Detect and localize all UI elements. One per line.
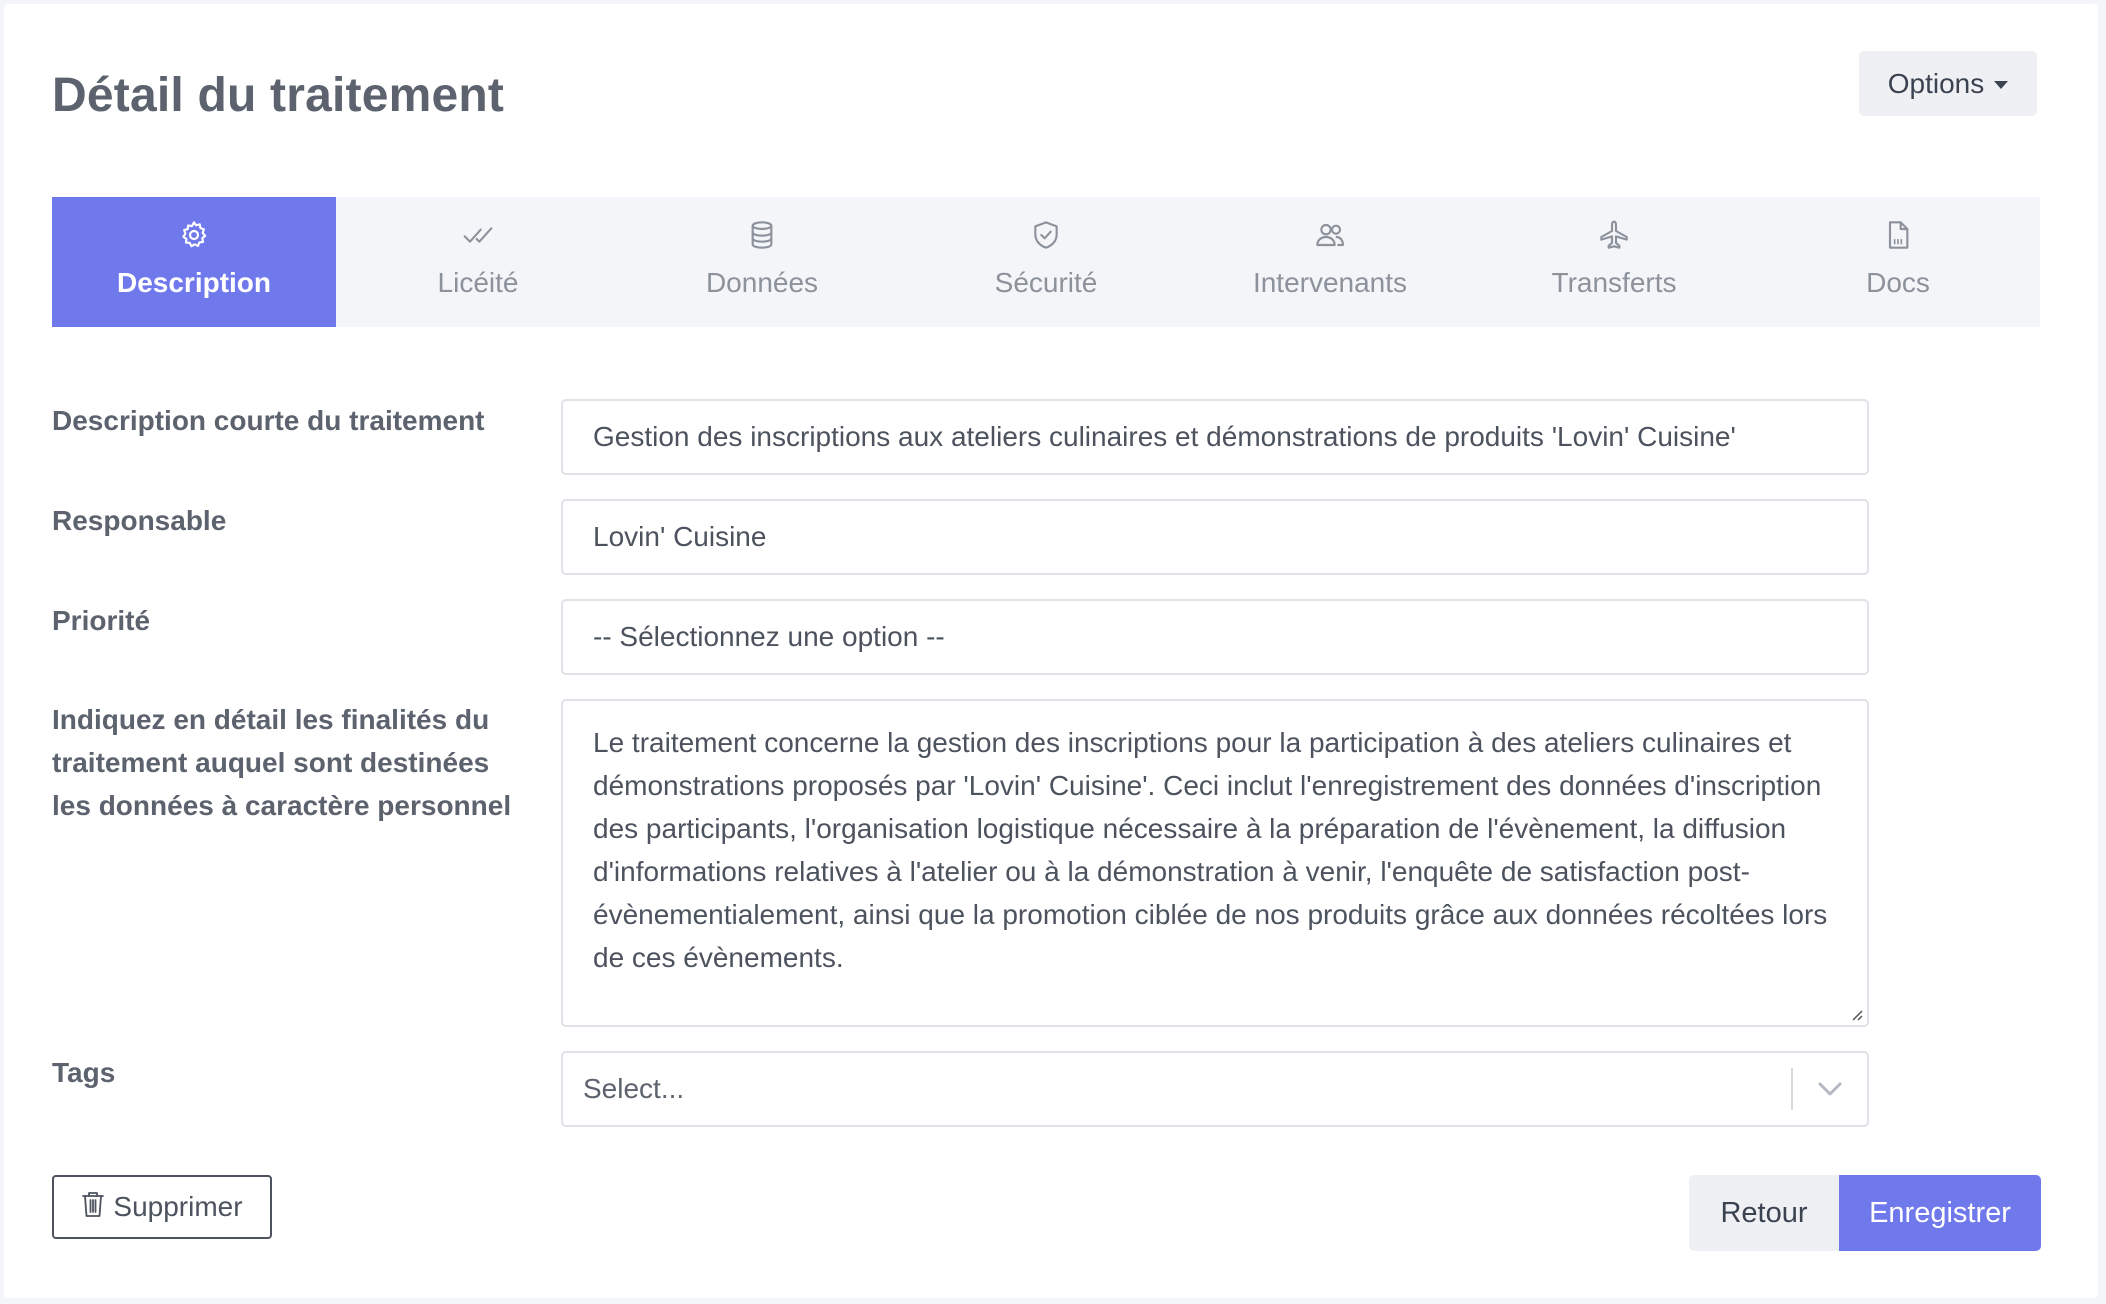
gear-icon <box>176 217 212 253</box>
responsable-input[interactable] <box>561 499 1869 575</box>
document-icon <box>1880 217 1916 253</box>
caret-down-icon <box>1994 81 2008 89</box>
options-label: Options <box>1887 67 1985 99</box>
tab-label: Description <box>116 267 272 298</box>
users-icon <box>1312 217 1348 253</box>
airplane-icon <box>1596 217 1632 253</box>
purposes-textarea[interactable] <box>561 699 1869 1027</box>
save-button[interactable]: Enregistrer <box>1839 1175 2041 1251</box>
tab-label: Docs <box>1866 267 1930 298</box>
tab-intervenants[interactable] <box>1188 197 1472 327</box>
tab-liceite[interactable] <box>336 197 620 327</box>
short-description-input[interactable] <box>561 399 1869 475</box>
double-check-icon <box>460 217 496 253</box>
purposes-value: Le traitement concerne la gestion des inscriptions pour la participation à des ateliers culinaires et démonstrations proposés par 'Lovin' Cuisine'. Ceci inclut l'enregistrement des données d'inscription des participants, l'organisation logistique nécessaire à la préparation de l'évènement, la diffusion d'informations relatives à l'atelier ou à la démonstration à venir, l'enquête de satisfaction post-évènementialement, ainsi que la promotion ciblée de nos produits grâce aux données récoltées lors de ces évènements. <box>593 727 1828 973</box>
chevron-down-icon[interactable] <box>1793 1081 1867 1097</box>
page-title: Détail du traitement <box>52 69 505 122</box>
responsable-value: Lovin' Cuisine <box>593 521 767 552</box>
resize-grip-icon[interactable] <box>1849 1007 1863 1021</box>
tab-securite[interactable] <box>904 197 1188 327</box>
tab-label: Transferts <box>1551 267 1677 298</box>
back-button[interactable]: Retour <box>1689 1175 1839 1251</box>
priority-selected-value: -- Sélectionnez une option -- <box>593 621 945 652</box>
tab-bar <box>52 197 2040 327</box>
delete-label: Supprimer <box>113 1191 243 1222</box>
short-description-label: Description courte du traitement <box>52 405 485 436</box>
short-description-value: Gestion des inscriptions aux ateliers culinaires et démonstrations de produits 'Lovin' Cuisine' <box>593 421 1736 452</box>
options-dropdown-button[interactable] <box>1859 51 2037 116</box>
tab-transferts[interactable] <box>1472 197 1756 327</box>
priority-label: Priorité <box>52 605 151 636</box>
tab-label: Intervenants <box>1252 267 1408 298</box>
database-icon <box>744 217 780 253</box>
tab-label: Données <box>705 267 819 298</box>
tab-docs[interactable] <box>1756 197 2040 327</box>
priority-select[interactable] <box>561 599 1869 675</box>
responsable-label: Responsable <box>52 505 227 536</box>
tab-donnees[interactable] <box>620 197 904 327</box>
tab-description[interactable] <box>52 197 336 327</box>
tags-label: Tags <box>52 1057 116 1088</box>
tab-label: Sécurité <box>994 267 1098 298</box>
purposes-label: Indiquez en détail les finalités du traitement auquel sont destinées les données à caractère personnel <box>52 704 512 821</box>
tags-select[interactable] <box>561 1051 1869 1127</box>
shield-check-icon <box>1028 217 1064 253</box>
tags-placeholder: Select... <box>583 1073 685 1104</box>
tab-label: Licéité <box>437 267 519 298</box>
delete-button[interactable] <box>52 1175 272 1239</box>
trash-icon <box>81 1190 105 1225</box>
